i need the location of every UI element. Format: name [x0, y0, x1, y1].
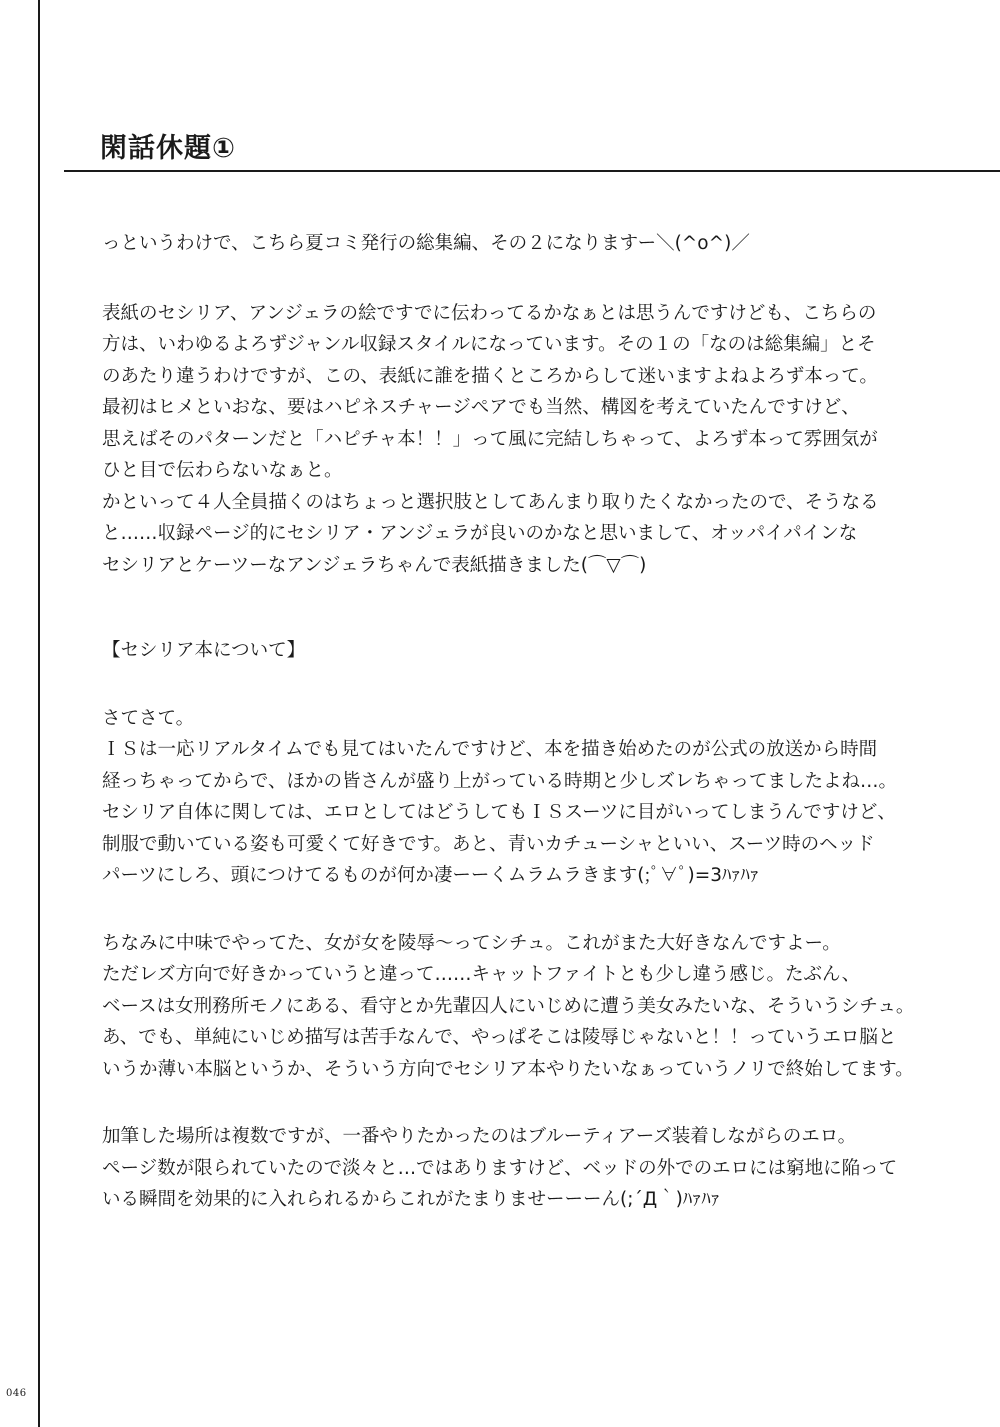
paragraph-situation: [102, 928, 942, 1086]
text-line: あ、でも、単純にいじめ描写は苦手なんで、やっぱそこは陵辱じゃないと！！っていうエロ脳と: [102, 1027, 897, 1048]
section-heading-text: 【セシリア本について】: [102, 640, 306, 661]
page-number: 046: [6, 1388, 27, 1399]
text-line: さてさて。: [102, 707, 195, 729]
text-line: 表紙のセシリア、アンジェラの絵ですでに伝わってるかなぁとは思うんですけども、こちらの: [102, 302, 877, 324]
text-line: かといって４人全員描くのはちょっと選択肢としてあんまり取りたくなかったので、そうなる: [102, 491, 879, 513]
text-line: っというわけで、こちら夏コミ発行の総集編、その２になりますー＼(^o^)／: [102, 233, 750, 254]
text-line: ただレズ方向で好きかっていうと違って……キャットファイトとも少し違う感じ。たぶん、: [102, 964, 861, 985]
text-line: ページ数が限られていたので淡々と…ではありますけど、ベッドの外でのエロには窮地に陥って: [102, 1157, 898, 1179]
text-line: いる瞬間を効果的に入れられるからこれがたまりませーーーん(;´Д｀)ﾊｧﾊｧ: [102, 1189, 720, 1210]
text-line: ひと目で伝わらないなぁと。: [102, 460, 343, 481]
paragraph-cover: [102, 298, 942, 582]
text-line: ちなみに中味でやってた、女が女を陵辱～ってシチュ。これがまた大好きなんですよー。: [102, 932, 841, 954]
paragraph-additions: [102, 1121, 942, 1216]
text-line: 経っちゃってからで、ほかの皆さんが盛り上がっている時期と少しズレちゃってましたよね…。: [102, 770, 897, 792]
text-line: と……収録ページ的にセシリア・アンジェラが良いのかなと思いまして、オッパイパインな: [102, 523, 858, 544]
paragraph-cecilia: [102, 703, 942, 892]
paragraph-spacer: [102, 260, 942, 298]
paragraph-spacer: [102, 1085, 942, 1121]
text-line: パーツにしろ、頭につけてるものが何か凄ーーくムラムラきます(;ﾟ∀ﾟ)=3ﾊｧﾊｧ: [102, 865, 759, 886]
paragraph-spacer: [102, 581, 942, 635]
text-line: ベースは女刑務所モノにある、看守とか先輩囚人にいじめに遭う美女みたいな、そういうシチュ。: [102, 995, 915, 1017]
text-line: セシリアとケーツーなアンジェラちゃんで表紙描きました(⌒▽⌒): [102, 554, 647, 576]
section-heading: [102, 635, 942, 667]
body-text: [102, 228, 942, 1216]
text-line: 制服で動いている姿も可愛くて好きです。あと、青いカチューシャといい、スーツ時のヘッド: [102, 833, 875, 855]
page-title: 閑話休題①: [100, 133, 236, 165]
text-line: のあたり違うわけですが、この、表紙に誰を描くところからして迷いますよねよろず本って。: [102, 365, 878, 387]
text-line: いうか薄い本脳というか、そういう方向でセシリア本やりたいなぁっていうノリで終始してます。: [102, 1058, 914, 1080]
paragraph-intro: [102, 228, 942, 260]
text-line: ＩＳは一応リアルタイムでも見てはいたんですけど、本を描き始めたのが公式の放送から時間: [102, 739, 878, 760]
text-line: 加筆した場所は複数ですが、一番やりたかったのはブルーティアーズ装着しながらのエロ。: [102, 1126, 857, 1147]
page-margin-rule: [38, 0, 40, 1427]
title-divider: [64, 170, 1000, 172]
paragraph-spacer: [102, 892, 942, 928]
text-line: 思えばそのパターンだと「ハピチャ本！！」って風に完結しちゃって、よろず本って雰囲気が: [102, 428, 878, 450]
text-line: 方は、いわゆるよろずジャンル収録スタイルになっています。その１の「なのは総集編」とそ: [102, 334, 876, 355]
text-line: 最初はヒメといおな、要はハピネスチャージペアでも当然、構図を考えていたんですけど、: [102, 397, 860, 418]
paragraph-spacer: [102, 667, 942, 703]
text-line: セシリア自体に関しては、エロとしてはどうしてもＩＳスーツに目がいってしまうんですけど、: [102, 802, 896, 823]
